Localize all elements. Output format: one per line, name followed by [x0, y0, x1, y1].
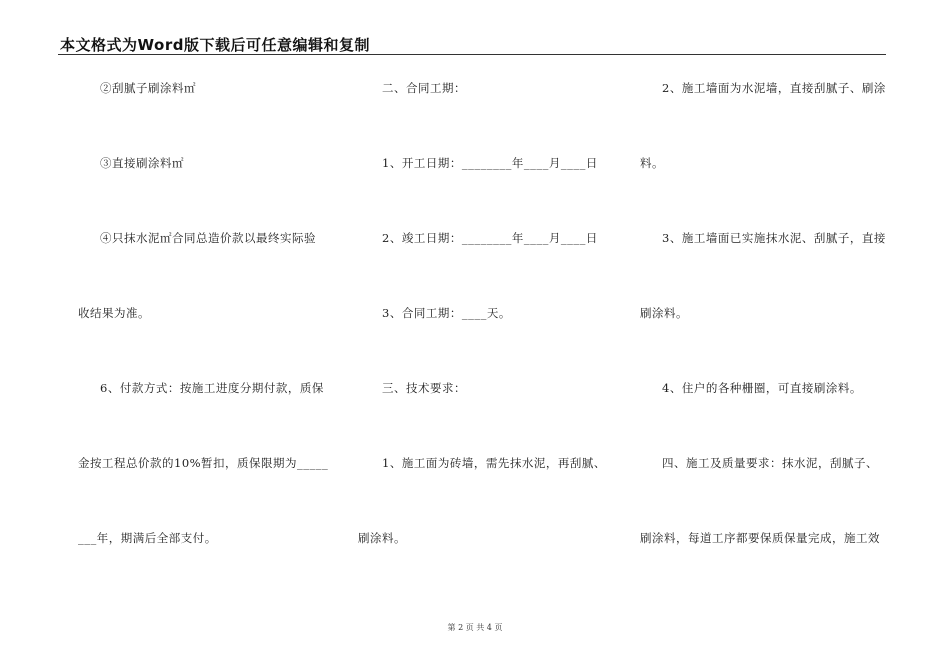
left-line-7: ___年，期满后全部支付。 [78, 531, 217, 545]
header-title: 本文格式为Word版下载后可任意编辑和复制 [60, 36, 370, 54]
middle-line-7: 刷涂料。 [358, 531, 406, 545]
header-divider [58, 54, 886, 55]
left-line-6: 金按工程总价款的10%暂扣，质保限期为_____ [78, 456, 329, 470]
right-line-5: 4、住户的各种栅圈，可直接刷涂料。 [662, 381, 862, 395]
right-line-1: 2、施工墙面为水泥墙，直接刮腻子、刷涂 [662, 81, 886, 95]
right-line-3: 3、施工墙面已实施抹水泥、刮腻子，直接 [662, 231, 886, 245]
right-line-7: 刷涂料，每道工序都要保质保量完成，施工效 [640, 531, 880, 545]
left-line-3: ④只抹水泥㎡合同总造价款以最终实际验 [100, 231, 316, 245]
left-line-2: ③直接刷涂料㎡ [100, 156, 184, 170]
left-line-5: 6、付款方式：按施工进度分期付款，质保 [100, 381, 324, 395]
middle-line-3: 2、竣工日期：________年____月____日 [382, 231, 598, 245]
middle-line-1: 二、合同工期： [382, 81, 466, 95]
right-line-2: 料。 [640, 156, 664, 170]
middle-line-4: 3、合同工期：____天。 [382, 306, 511, 320]
page-footer: 第 2 页 共 4 页 [447, 623, 503, 632]
right-line-6: 四、施工及质量要求：抹水泥，刮腻子、 [662, 456, 878, 470]
middle-line-6: 1、施工面为砖墙，需先抹水泥，再刮腻、 [382, 456, 606, 470]
right-line-4: 刷涂料。 [640, 306, 688, 320]
left-line-1: ②刮腻子刷涂料㎡ [100, 81, 196, 95]
middle-line-5: 三、技术要求： [382, 381, 466, 395]
left-line-4: 收结果为准。 [78, 306, 150, 320]
middle-line-2: 1、开工日期：________年____月____日 [382, 156, 598, 170]
